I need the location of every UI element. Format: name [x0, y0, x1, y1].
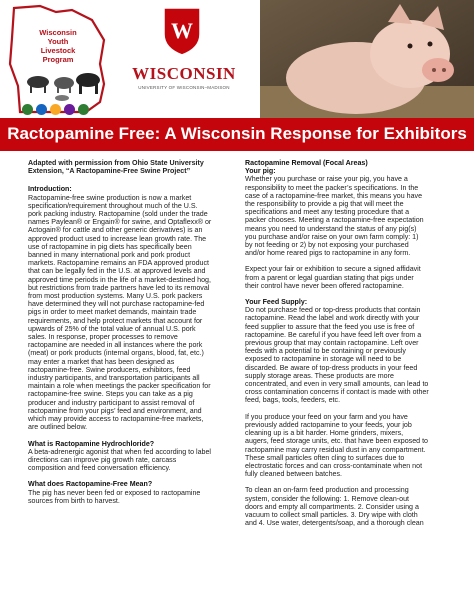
svg-text:W: W — [171, 18, 193, 43]
partner-badge-icon — [50, 104, 61, 115]
partner-badge-icon — [36, 104, 47, 115]
your-pig-body: Whether you purchase or raise your pig, you have a responsibility to meet the packer’s specifications. In the case of a ractopamine-free market, this means you have the responsibility to provide a pig that will meet the specifications and meet any testing procedure that a packer chooses. Meeting a ractopamine-free expectation means you need to understand the status of any pig(s) you purchase and/or raise on your own farm comply: 1) by not feeding or 2) by not exposing your purchased and/or home reared pigs to ractopamine in any form. — [245, 175, 424, 258]
page-title: Ractopamine Free: A Wisconsin Response for Exhibitors — [7, 124, 467, 143]
attribution-note: Adapted with permission from Ohio State University Extension, “A Ractopamine-Free Swine Project” — [28, 159, 204, 176]
university-subname: UNIVERSITY OF WISCONSIN–MADISON — [138, 85, 230, 90]
partner-badge-icon — [22, 104, 33, 115]
free-mean-heading: What does Ractopamine-Free Mean? — [28, 480, 153, 489]
your-pig-heading: Your pig: — [245, 167, 276, 176]
header-banner — [0, 0, 474, 118]
livestock-silhouettes-icon — [18, 68, 108, 102]
what-is-body: A beta-adrenergic agonist that when fed according to label directions can improve pig growth rate, carcass composition and feed conversation efficiency. — [28, 447, 211, 473]
removal-heading: Ractopamine Removal (Focal Areas) — [245, 159, 368, 167]
own-feed-body: If you produce your feed on your farm and you have previously added ractopamine to your feeds, your job cleaning up is a bit harder. Home grinders, mixers, augers, feed storage units, etc. that have been exposed to ractopamine may carry residual dust in any compartment. These small particles often cling to surfaces due to electrostatic forces and can cross-contaminate when not fully cleaned between batches. — [245, 412, 428, 479]
what-is-heading: What is Ractopamine Hydrochloride? — [28, 439, 155, 448]
cleaning-body: To clean an on-farm feed production and processing system, consider the following: 1. Remove clean-out doors and empty all compartments. 2. Consider using a vacuum to collect small particles. 3. Dry wipe with cloth and 4. Use water, detergents/soap, and a thorough clean — [245, 486, 424, 528]
feed-supply-body: Do not purchase feed or top-dress products that contain ractopamine. Read the label and work directly with your feed supplier to assure that the feed you use is free of ractopamine. Be careful if you have feed left over from a previous group that may contain ractopamine. Left over feeds with a potential to be containing or previously exposed to ractopamine in storage will need to be discarded. Be aware of top-dress products in your feed supply storage areas. These products are more concentrated, and even in very small amounts, can lead to cross contamination concerns if contact is made with other feed, bags, tools, feeders, etc. — [245, 306, 429, 405]
youth-livestock-program-logo — [0, 0, 124, 118]
introduction-heading: Introduction: — [28, 185, 72, 194]
partner-badge-icon — [64, 104, 75, 115]
right-column — [245, 159, 451, 527]
four-h-clover-icon — [78, 104, 89, 115]
free-mean-body: The pig has never been fed or exposed to ractopamine sources from birth to harvest. — [28, 488, 201, 505]
pig-photo — [260, 0, 474, 118]
introduction-body: Ractopamine-free swine production is now a market specification/requirement throughout much of the U.S. pork packing industry. Ractopamine (sold under the trade names Paylean® or Engain® for swine, and Optaflexx® or Actogain® for cattle and other generic derivatives) is an approved product used to increase lean growth rate. The use of ractopamine in pig diets has specifically been banned in many international pork and pork product markets. Ractopamine remains an FDA approved product that can be legally fed in the U.S. at approved levels and approved time periods in the life of a market-destined hog, but restrictions from trade partners have led to its removal from most production systems. Many U.S. pork packers have determined they will not purchase ractopamine-fed pigs in order to meet market demands, maintain trade requirements, and help protect markets that account for upwards of 25% of the total value of annual U.S. pork sales. In response, proper processes to remove ractopamine are needed in all instances where the pork (meat) or pork products (internal organs, blood, fat, etc.) may enter a market that has been designed as ractopamine-free. Swine producers, exhibitors, feed industry participants, and transportation participants all maintain a role when meetings the packer specification for ractopamine-free swine. Steps you can take as a pig producer and industry participant to assist removal of ractopamine from your pigs’ feed and environment, and which may provide access to ractopamine-free markets, are outlined below. — [28, 193, 212, 432]
program-title: Wisconsin Youth Livestock Program — [39, 28, 77, 64]
feed-supply-heading: Your Feed Supply: — [245, 298, 308, 307]
uw-crest-icon — [162, 6, 202, 56]
university-name: WISCONSIN — [132, 64, 236, 83]
affidavit-body: Expect your fair or exhibition to secure a signed affidavit from a parent or legal guardian stating that pigs under their control have never been offered ractopamine. — [245, 265, 421, 290]
left-column — [28, 159, 226, 505]
